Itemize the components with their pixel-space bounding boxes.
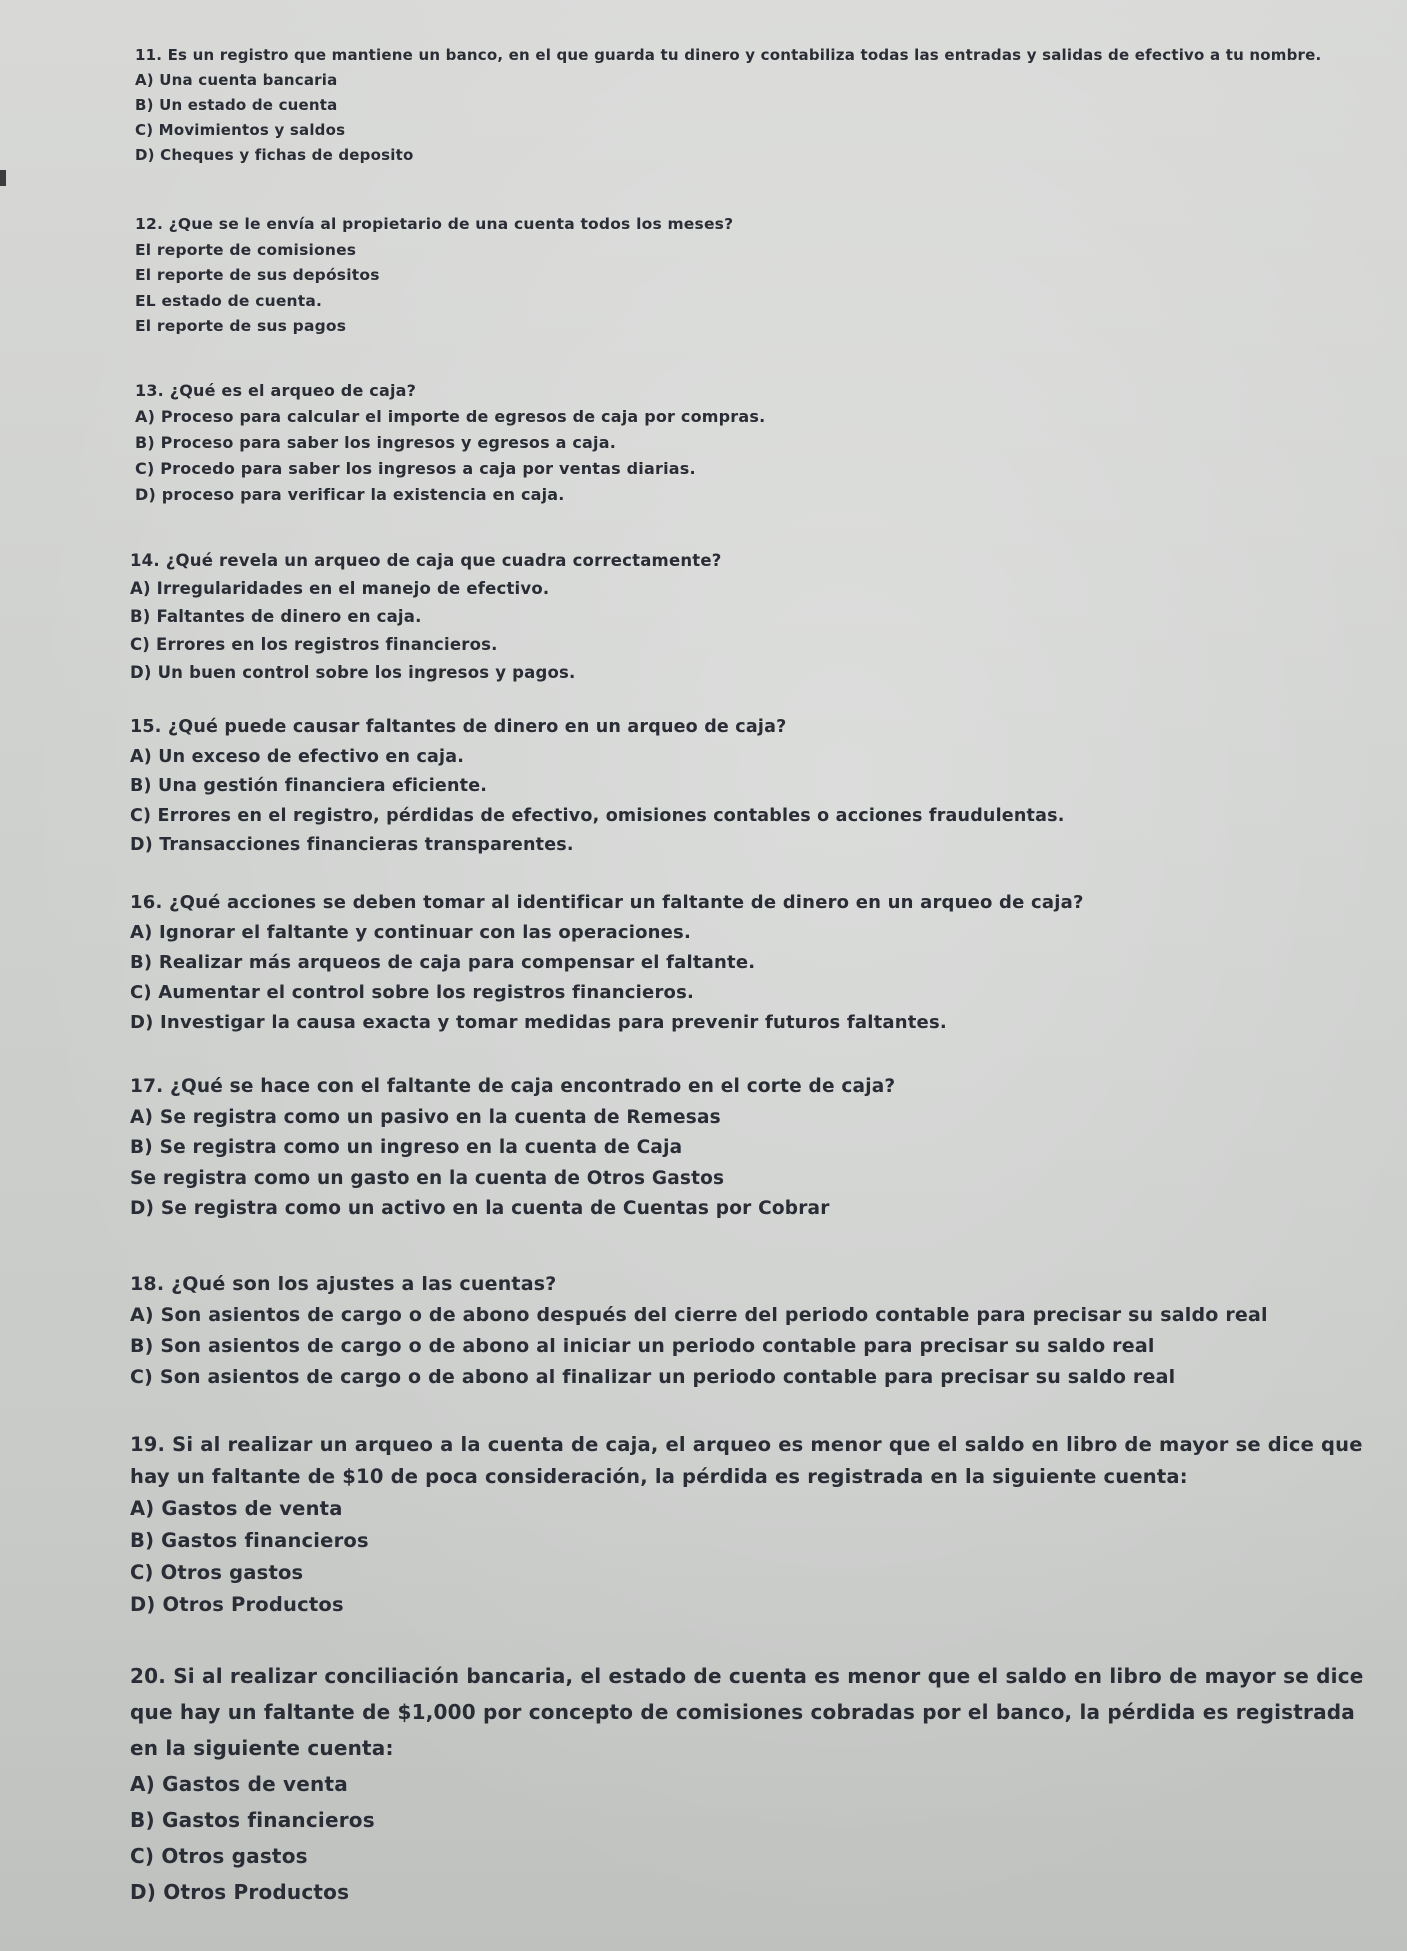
option-2: El reporte de sus depósitos [135,266,380,284]
option-3: EL estado de cuenta. [135,291,323,310]
option-d: D) Se registra como un activo en la cuenta de Cuentas por Cobrar [130,1198,830,1219]
question-stem: 17. ¿Qué se hace con el faltante de caja encontrado en el corte de caja? [130,1076,896,1097]
question-stem: 19. Si al realizar un arqueo a la cuenta de caja, el arqueo es menor que el saldo en libro de mayor se dice que hay un faltante de $10 de poca consideración, la pérdida es registrada en la siguiente cuenta: [130,1433,1363,1488]
option-d: D) Un buen control sobre los ingresos y pagos. [130,663,576,682]
option-d: D) proceso para verificar la existencia en caja. [135,485,565,504]
option-c: C) Otros gastos [130,1561,304,1584]
option-b: B) Se registra como un ingreso en la cuenta de Caja [130,1137,683,1158]
option-b: B) Gastos financieros [130,1529,369,1552]
question-19 [130,1429,1380,1621]
option-d: D) Cheques y fichas de deposito [135,146,414,164]
option-b: B) Gastos financieros [130,1808,375,1832]
question-stem: 16. ¿Qué acciones se deben tomar al identificar un faltante de dinero en un arqueo de caja? [130,892,1084,913]
option-c: C) Otros gastos [130,1844,308,1868]
option-c: C) Son asientos de cargo o de abono al finalizar un periodo contable para precisar su saldo real [130,1366,1176,1388]
question-stem: 12. ¿Que se le envía al propietario de una cuenta todos los meses? [135,215,734,233]
question-15 [130,713,1380,861]
option-b: B) Son asientos de cargo o de abono al iniciar un periodo contable para precisar su saldo real [130,1335,1155,1357]
option-d: D) Otros Productos [130,1880,350,1904]
option-c: C) Procedo para saber los ingresos a caja por ventas diarias. [135,459,696,478]
option-b: B) Proceso para saber los ingresos y egresos a caja. [135,433,617,452]
option-1: El reporte de comisiones [135,240,357,259]
option-b: B) Realizar más arqueos de caja para compensar el faltante. [130,952,756,973]
option-a: A) Gastos de venta [130,1497,343,1520]
question-13 [135,378,1385,508]
option-a: A) Gastos de venta [130,1772,348,1796]
question-18 [130,1269,1380,1393]
option-c: C) Aumentar el control sobre los registros financieros. [130,982,695,1003]
question-12 [135,212,1385,340]
option-c: C) Movimientos y saldos [135,121,346,139]
option-c: Se registra como un gasto en la cuenta de Otros Gastos [130,1167,725,1189]
question-stem: 20. Si al realizar conciliación bancaria, el estado de cuenta es menor que el saldo en libro de mayor se dice que hay un faltante de $1,000 por concepto de comisiones cobradas por el banco, la pérdida es registrada en la siguiente cuenta: [130,1664,1364,1760]
option-a: A) Una cuenta bancaria [135,71,338,89]
question-14 [130,547,1380,687]
question-stem: 14. ¿Qué revela un arqueo de caja que cuadra correctamente? [130,551,722,570]
question-17 [130,1072,1380,1225]
question-stem: 13. ¿Qué es el arqueo de caja? [135,381,417,400]
option-a: A) Proceso para calcular el importe de egresos de caja por compras. [135,407,766,426]
option-d: D) Transacciones financieras transparentes. [130,835,574,855]
paper-edge-shadow [0,170,6,186]
option-4: El reporte de sus pagos [135,317,347,335]
option-d: D) Investigar la causa exacta y tomar medidas para prevenir futuros faltantes. [130,1012,947,1033]
option-b: B) Un estado de cuenta [135,96,338,114]
option-a: A) Se registra como un pasivo en la cuenta de Remesas [130,1106,721,1128]
option-a: A) Irregularidades en el manejo de efectivo. [130,579,550,598]
question-16 [130,888,1380,1038]
option-c: C) Errores en los registros financieros. [130,635,498,654]
question-stem: 18. ¿Qué son los ajustes a las cuentas? [130,1273,557,1295]
question-20 [130,1658,1380,1910]
question-stem: 15. ¿Qué puede causar faltantes de dinero en un arqueo de caja? [130,717,787,737]
option-d: D) Otros Productos [130,1593,344,1616]
option-b: B) Una gestión financiera eficiente. [130,776,488,796]
question-11 [135,43,1385,168]
option-a: A) Un exceso de efectivo en caja. [130,746,465,767]
option-b: B) Faltantes de dinero en caja. [130,607,422,626]
option-c: C) Errores en el registro, pérdidas de efectivo, omisiones contables o acciones fraudulentas. [130,805,1065,826]
option-a: A) Ignorar el faltante y continuar con las operaciones. [130,922,692,943]
question-stem: 11. Es un registro que mantiene un banco, en el que guarda tu dinero y contabiliza todas las entradas y salidas de efectivo a tu nombre. [135,46,1322,64]
option-a: A) Son asientos de cargo o de abono después del cierre del periodo contable para precisar su saldo real [130,1304,1268,1326]
